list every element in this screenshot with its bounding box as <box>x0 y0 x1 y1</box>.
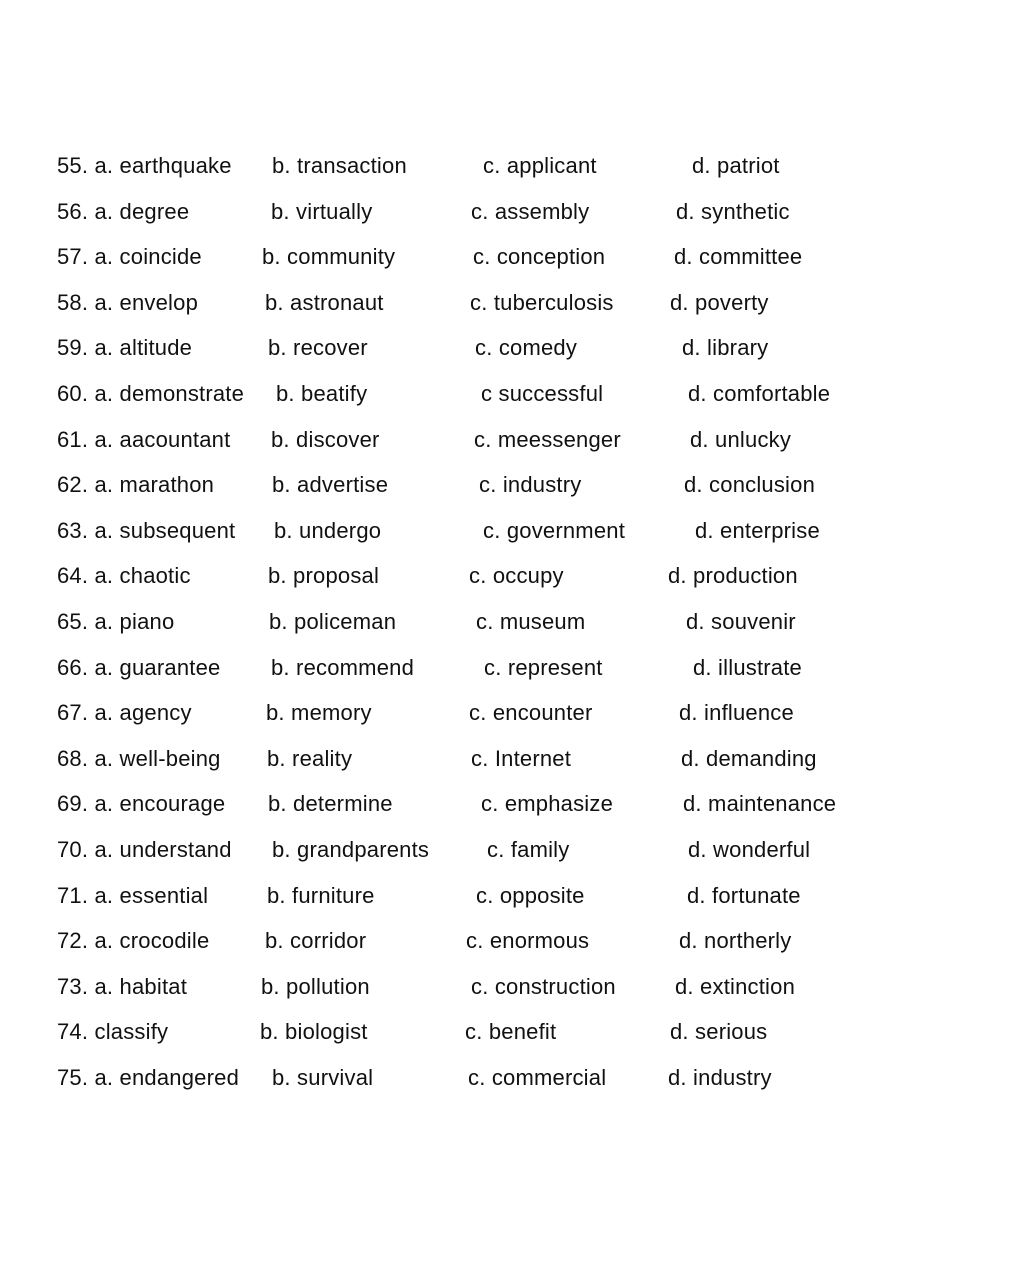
option-a: 55. a. earthquake <box>57 153 232 178</box>
question-row <box>0 1011 1024 1057</box>
question-row <box>0 875 1024 921</box>
option-d: d. influence <box>679 700 794 726</box>
option-a: 60. a. demonstrate <box>57 380 245 406</box>
option-d: d. industry <box>668 1064 772 1090</box>
option-c: c. enormous <box>466 928 590 954</box>
option-c: c. encounter <box>469 700 593 726</box>
option-b: b. reality <box>267 745 353 771</box>
option-a: 69. a. encourage <box>57 791 226 817</box>
option-c: c. benefit <box>465 1019 557 1045</box>
option-b: b. furniture <box>267 882 375 908</box>
option-a: 68. a. well-being <box>57 745 221 771</box>
option-d: d. production <box>668 563 798 589</box>
option-a: 72. a. crocodile <box>57 928 210 954</box>
option-a: 73. a. habitat <box>57 973 188 999</box>
question-row <box>0 419 1024 465</box>
option-c: c. museum <box>476 608 586 634</box>
option-b: b. recommend <box>271 654 415 680</box>
question-row <box>0 145 1024 191</box>
option-d: d. enterprise <box>695 517 820 543</box>
option-b: b. recover <box>268 335 368 361</box>
question-row <box>0 829 1024 875</box>
option-d: d. committee <box>674 244 803 270</box>
question-row <box>0 1057 1024 1103</box>
option-c: c. government <box>483 517 626 543</box>
option-a: 57. a. coincide <box>57 244 202 270</box>
option-d: d. fortunate <box>687 882 801 908</box>
option-a: 56. a. degree <box>57 198 190 224</box>
option-b: b. determine <box>268 791 393 817</box>
option-a: 71. a. essential <box>57 882 209 908</box>
option-d: d. extinction <box>675 973 796 999</box>
option-d: d. wonderful <box>688 836 811 862</box>
option-a: 67. a. agency <box>57 700 192 726</box>
option-c: c. commercial <box>468 1064 607 1090</box>
option-d: d. demanding <box>681 745 817 771</box>
question-list <box>0 145 1024 1102</box>
option-b: b. astronaut <box>265 289 384 315</box>
option-d: d. comfortable <box>688 380 831 406</box>
option-d: d. synthetic <box>676 198 790 224</box>
option-c: c. opposite <box>476 882 585 908</box>
question-row <box>0 327 1024 373</box>
option-c: c. meessenger <box>474 426 621 452</box>
option-b: b. biologist <box>260 1019 368 1045</box>
question-row <box>0 966 1024 1012</box>
option-b: b. undergo <box>274 517 382 543</box>
option-b: b. community <box>262 244 396 270</box>
option-b: b. grandparents <box>272 836 430 862</box>
question-row <box>0 373 1024 419</box>
option-b: b. proposal <box>268 563 380 589</box>
option-b: b. transaction <box>272 153 407 178</box>
option-c: c. emphasize <box>481 791 614 817</box>
option-b: b. survival <box>272 1064 374 1090</box>
option-b: b. policeman <box>269 608 397 634</box>
option-c: c. occupy <box>469 563 564 589</box>
question-row <box>0 464 1024 510</box>
question-row <box>0 510 1024 556</box>
option-c: c. Internet <box>471 745 572 771</box>
option-c: c. comedy <box>475 335 578 361</box>
option-a: 59. a. altitude <box>57 335 193 361</box>
option-c: c. industry <box>479 472 582 498</box>
question-row <box>0 236 1024 282</box>
option-d: d. unlucky <box>690 426 792 452</box>
option-d: d. northerly <box>679 928 792 954</box>
question-row <box>0 692 1024 738</box>
option-d: d. poverty <box>670 289 769 315</box>
option-d: d. conclusion <box>684 472 816 498</box>
option-b: b. virtually <box>271 198 373 224</box>
option-c: c. tuberculosis <box>470 289 614 315</box>
option-a: 61. a. aacountant <box>57 426 231 452</box>
option-a: 75. a. endangered <box>57 1064 239 1090</box>
option-a: 58. a. envelop <box>57 289 199 315</box>
option-d: d. library <box>682 335 769 361</box>
question-row <box>0 647 1024 693</box>
option-b: b. memory <box>266 700 372 726</box>
option-d: d. maintenance <box>683 791 837 817</box>
option-c: c. represent <box>484 654 603 680</box>
option-a: 74. classify <box>57 1019 169 1045</box>
option-a: 63. a. subsequent <box>57 517 236 543</box>
option-a: 66. a. guarantee <box>57 654 221 680</box>
option-c: c. family <box>487 836 570 862</box>
option-b: b. discover <box>271 426 380 452</box>
option-a: 65. a. piano <box>57 608 175 634</box>
option-c: c. applicant <box>483 153 597 178</box>
option-d: d. serious <box>670 1019 768 1045</box>
question-row <box>0 920 1024 966</box>
question-row <box>0 191 1024 237</box>
option-b: b. advertise <box>272 472 389 498</box>
option-c: c. construction <box>471 973 616 999</box>
option-d: d. illustrate <box>693 654 802 680</box>
question-row <box>0 601 1024 647</box>
option-a: 70. a. understand <box>57 836 232 862</box>
option-c: c. conception <box>473 244 606 270</box>
option-c: c successful <box>481 380 604 406</box>
question-row <box>0 783 1024 829</box>
question-row <box>0 738 1024 784</box>
option-a: 62. a. marathon <box>57 472 215 498</box>
option-a: 64. a. chaotic <box>57 563 191 589</box>
question-row <box>0 282 1024 328</box>
option-b: b. corridor <box>265 928 367 954</box>
option-b: b. beatify <box>276 380 368 406</box>
question-row <box>0 555 1024 601</box>
option-d: d. patriot <box>692 153 780 178</box>
option-d: d. souvenir <box>686 608 796 634</box>
option-b: b. pollution <box>261 973 370 999</box>
option-c: c. assembly <box>471 198 590 224</box>
